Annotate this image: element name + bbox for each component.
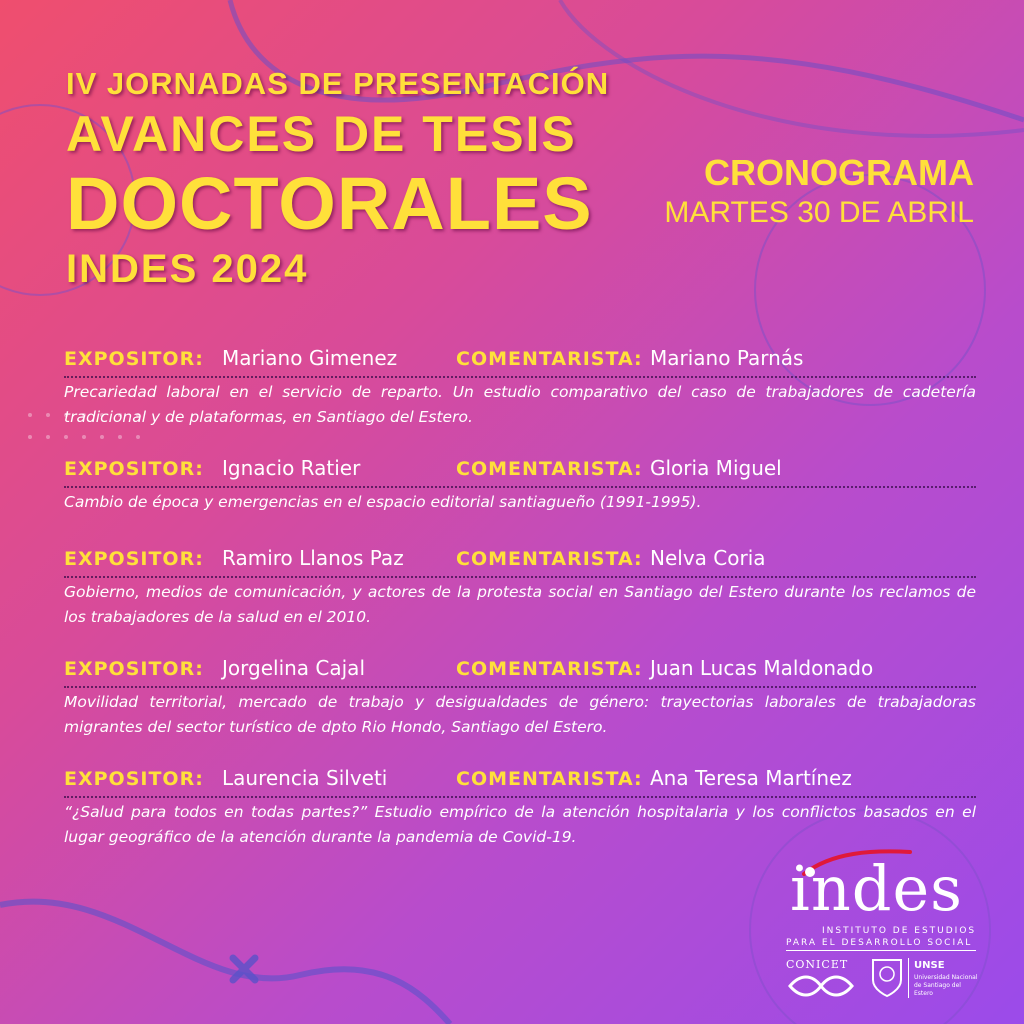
entry-description: Gobierno, medios de comunicación, y actores de la protesta social en Santiago del Estero durante los reclamos de los trabajadores de la salud en el 2010. [64, 583, 976, 626]
expositor-label: EXPOSITOR: [64, 658, 204, 680]
expositor-name: Jorgelina Cajal [222, 656, 365, 680]
schedule-entry [64, 766, 976, 850]
comentarista-label: COMENTARISTA: [456, 658, 643, 680]
entry-description: Cambio de época y emergencias en el espacio editorial santiagueño (1991-1995). [64, 493, 702, 511]
schedule-heading: CRONOGRAMA [704, 152, 974, 193]
wave-line-bottom [0, 902, 450, 1024]
unse-label: UNSE [914, 960, 945, 971]
schedule-entry [64, 656, 976, 740]
entry-description: Precariedad laboral en el servicio de reparto. Un estudio comparativo del caso de trabajadores de cadetería tradicional y de plataformas, en Santiago del Estero. [64, 383, 976, 426]
expositor-label: EXPOSITOR: [64, 458, 204, 480]
comentarista-label: COMENTARISTA: [456, 768, 643, 790]
comentarista-name: Ana Teresa Martínez [650, 766, 852, 790]
logo-subtitle-line-2: PARA EL DESARROLLO SOCIAL [786, 938, 973, 948]
comentarista-name: Juan Lucas Maldonado [650, 656, 874, 680]
expositor-name: Ramiro Llanos Paz [222, 546, 404, 570]
comentarista-name: Nelva Coria [650, 546, 766, 570]
logo-divider [786, 950, 976, 951]
conicet-label: CONICET [786, 958, 849, 971]
title-line-1: IV JORNADAS DE PRESENTACIÓN [66, 66, 610, 101]
entry-description: “¿Salud para todos en todas partes?” Estudio empírico de la atención hospitalaria y los conflictos basados en el lugar geográfico de la atención durante la pandemia de Covid-19. [64, 803, 976, 846]
wave-line-top-2 [560, 0, 1024, 136]
entry-header-row [64, 546, 976, 578]
indes-logo [782, 848, 982, 1008]
schedule-entry [64, 546, 976, 630]
title-line-3: DOCTORALES [66, 162, 593, 245]
expositor-name: Ignacio Ratier [222, 456, 361, 480]
expositor-name: Laurencia Silveti [222, 766, 388, 790]
entry-description: Movilidad territorial, mercado de trabajo y desigualdades de género: trayectorias laborales de trabajadoras migrantes del sector turístico de dpto Rio Hondo, Santiago del Estero. [64, 693, 976, 736]
comentarista-name: Mariano Parnás [650, 346, 804, 370]
logo-wordmark: indes [790, 852, 963, 925]
expositor-label: EXPOSITOR: [64, 348, 204, 370]
expositor-label: EXPOSITOR: [64, 548, 204, 570]
comentarista-label: COMENTARISTA: [456, 348, 643, 370]
event-title [66, 66, 610, 291]
conicet-logo-icon [786, 974, 856, 998]
schedule-date: MARTES 30 DE ABRIL [664, 196, 974, 230]
entry-header-row [64, 346, 976, 378]
schedule-header [664, 152, 974, 232]
entry-header-row [64, 656, 976, 688]
entry-header-row [64, 766, 976, 798]
comentarista-name: Gloria Miguel [650, 456, 782, 480]
comentarista-label: COMENTARISTA: [456, 458, 643, 480]
entry-header-row [64, 456, 976, 488]
expositor-label: EXPOSITOR: [64, 768, 204, 790]
logo-vertical-divider [908, 958, 909, 998]
unse-seal-icon [870, 956, 904, 998]
expositor-name: Mariano Gimenez [222, 346, 398, 370]
title-line-2: AVANCES DE TESIS [66, 106, 577, 162]
schedule-entry [64, 456, 976, 515]
logo-subtitle-line-1: INSTITUTO DE ESTUDIOS [822, 926, 977, 936]
unse-full-name: Universidad Nacional de Santiago del Estero [914, 974, 978, 997]
title-line-4: INDES 2024 [66, 247, 309, 291]
schedule-entry [64, 346, 976, 430]
comentarista-label: COMENTARISTA: [456, 548, 643, 570]
